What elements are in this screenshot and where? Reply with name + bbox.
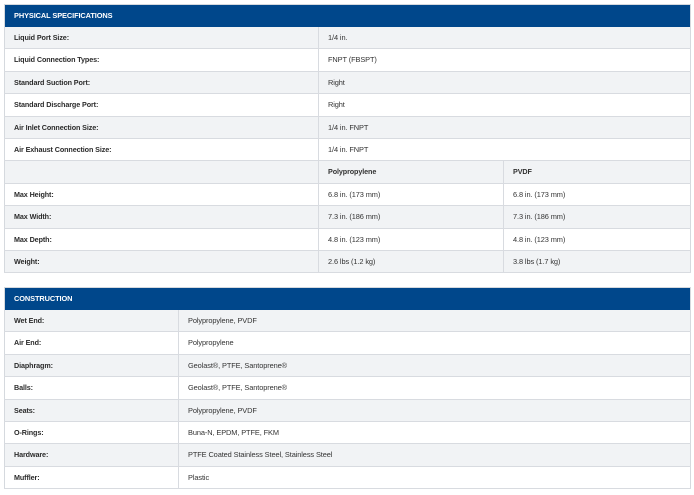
table-row (5, 183, 691, 205)
spec-label: Hardware: (5, 444, 179, 466)
spec-label: Wet End: (5, 310, 179, 332)
material-header-row (5, 161, 691, 183)
table-row (5, 399, 691, 421)
spec-value-pvdf: 7.3 in. (186 mm) (504, 206, 691, 228)
spec-value-pvdf: 4.8 in. (123 mm) (504, 228, 691, 250)
table-row (5, 228, 691, 250)
spec-value: 1/4 in. FNPT (319, 139, 691, 161)
spec-value-polypropylene: 2.6 lbs (1.2 kg) (319, 251, 504, 273)
spec-value-polypropylene: 7.3 in. (186 mm) (319, 206, 504, 228)
table-row (5, 49, 691, 71)
spec-label: O-Rings: (5, 422, 179, 444)
spec-value: Right (319, 94, 691, 116)
physical-specifications-table (4, 4, 691, 273)
physical-specifications-heading: PHYSICAL SPECIFICATIONS (5, 5, 691, 28)
spec-value: Right (319, 71, 691, 93)
table-row (5, 354, 691, 376)
spec-label: Seats: (5, 399, 179, 421)
table-row (5, 377, 691, 399)
spec-label: Weight: (5, 251, 319, 273)
table-row (5, 332, 691, 354)
spec-value: Geolast®, PTFE, Santoprene® (179, 354, 691, 376)
spec-label: Max Height: (5, 183, 319, 205)
spec-label: Standard Discharge Port: (5, 94, 319, 116)
table-row (5, 94, 691, 116)
spec-label: Muffler: (5, 466, 179, 488)
table-row (5, 466, 691, 488)
table-row (5, 310, 691, 332)
spec-label: Balls: (5, 377, 179, 399)
spec-label: Max Width: (5, 206, 319, 228)
spec-label: Liquid Port Size: (5, 27, 319, 49)
spec-value: 1/4 in. FNPT (319, 116, 691, 138)
spec-value: Polypropylene (179, 332, 691, 354)
spec-value: Plastic (179, 466, 691, 488)
table-row (5, 251, 691, 273)
material-header-polypropylene: Polypropylene (319, 161, 504, 183)
spec-label: Air Exhaust Connection Size: (5, 139, 319, 161)
spec-value: Buna-N, EPDM, PTFE, FKM (179, 422, 691, 444)
spec-label: Standard Suction Port: (5, 71, 319, 93)
table-row (5, 444, 691, 466)
spec-value-pvdf: 3.8 lbs (1.7 kg) (504, 251, 691, 273)
table-row (5, 27, 691, 49)
table-row (5, 422, 691, 444)
spec-value-polypropylene: 6.8 in. (173 mm) (319, 183, 504, 205)
construction-heading: CONSTRUCTION (5, 288, 691, 311)
spec-label: Diaphragm: (5, 354, 179, 376)
spec-value: Polypropylene, PVDF (179, 399, 691, 421)
table-row (5, 139, 691, 161)
spec-label: Liquid Connection Types: (5, 49, 319, 71)
table-row (5, 206, 691, 228)
table-row (5, 116, 691, 138)
spec-label: Max Depth: (5, 228, 319, 250)
spec-label: Air End: (5, 332, 179, 354)
spec-value-pvdf: 6.8 in. (173 mm) (504, 183, 691, 205)
empty-header-cell (5, 161, 319, 183)
spec-value-polypropylene: 4.8 in. (123 mm) (319, 228, 504, 250)
material-header-pvdf: PVDF (504, 161, 691, 183)
spec-value: Geolast®, PTFE, Santoprene® (179, 377, 691, 399)
spec-value: FNPT (FBSPT) (319, 49, 691, 71)
spec-value: PTFE Coated Stainless Steel, Stainless Steel (179, 444, 691, 466)
spec-value: 1/4 in. (319, 27, 691, 49)
spec-value: Polypropylene, PVDF (179, 310, 691, 332)
table-row (5, 71, 691, 93)
construction-table (4, 287, 691, 489)
spec-label: Air Inlet Connection Size: (5, 116, 319, 138)
